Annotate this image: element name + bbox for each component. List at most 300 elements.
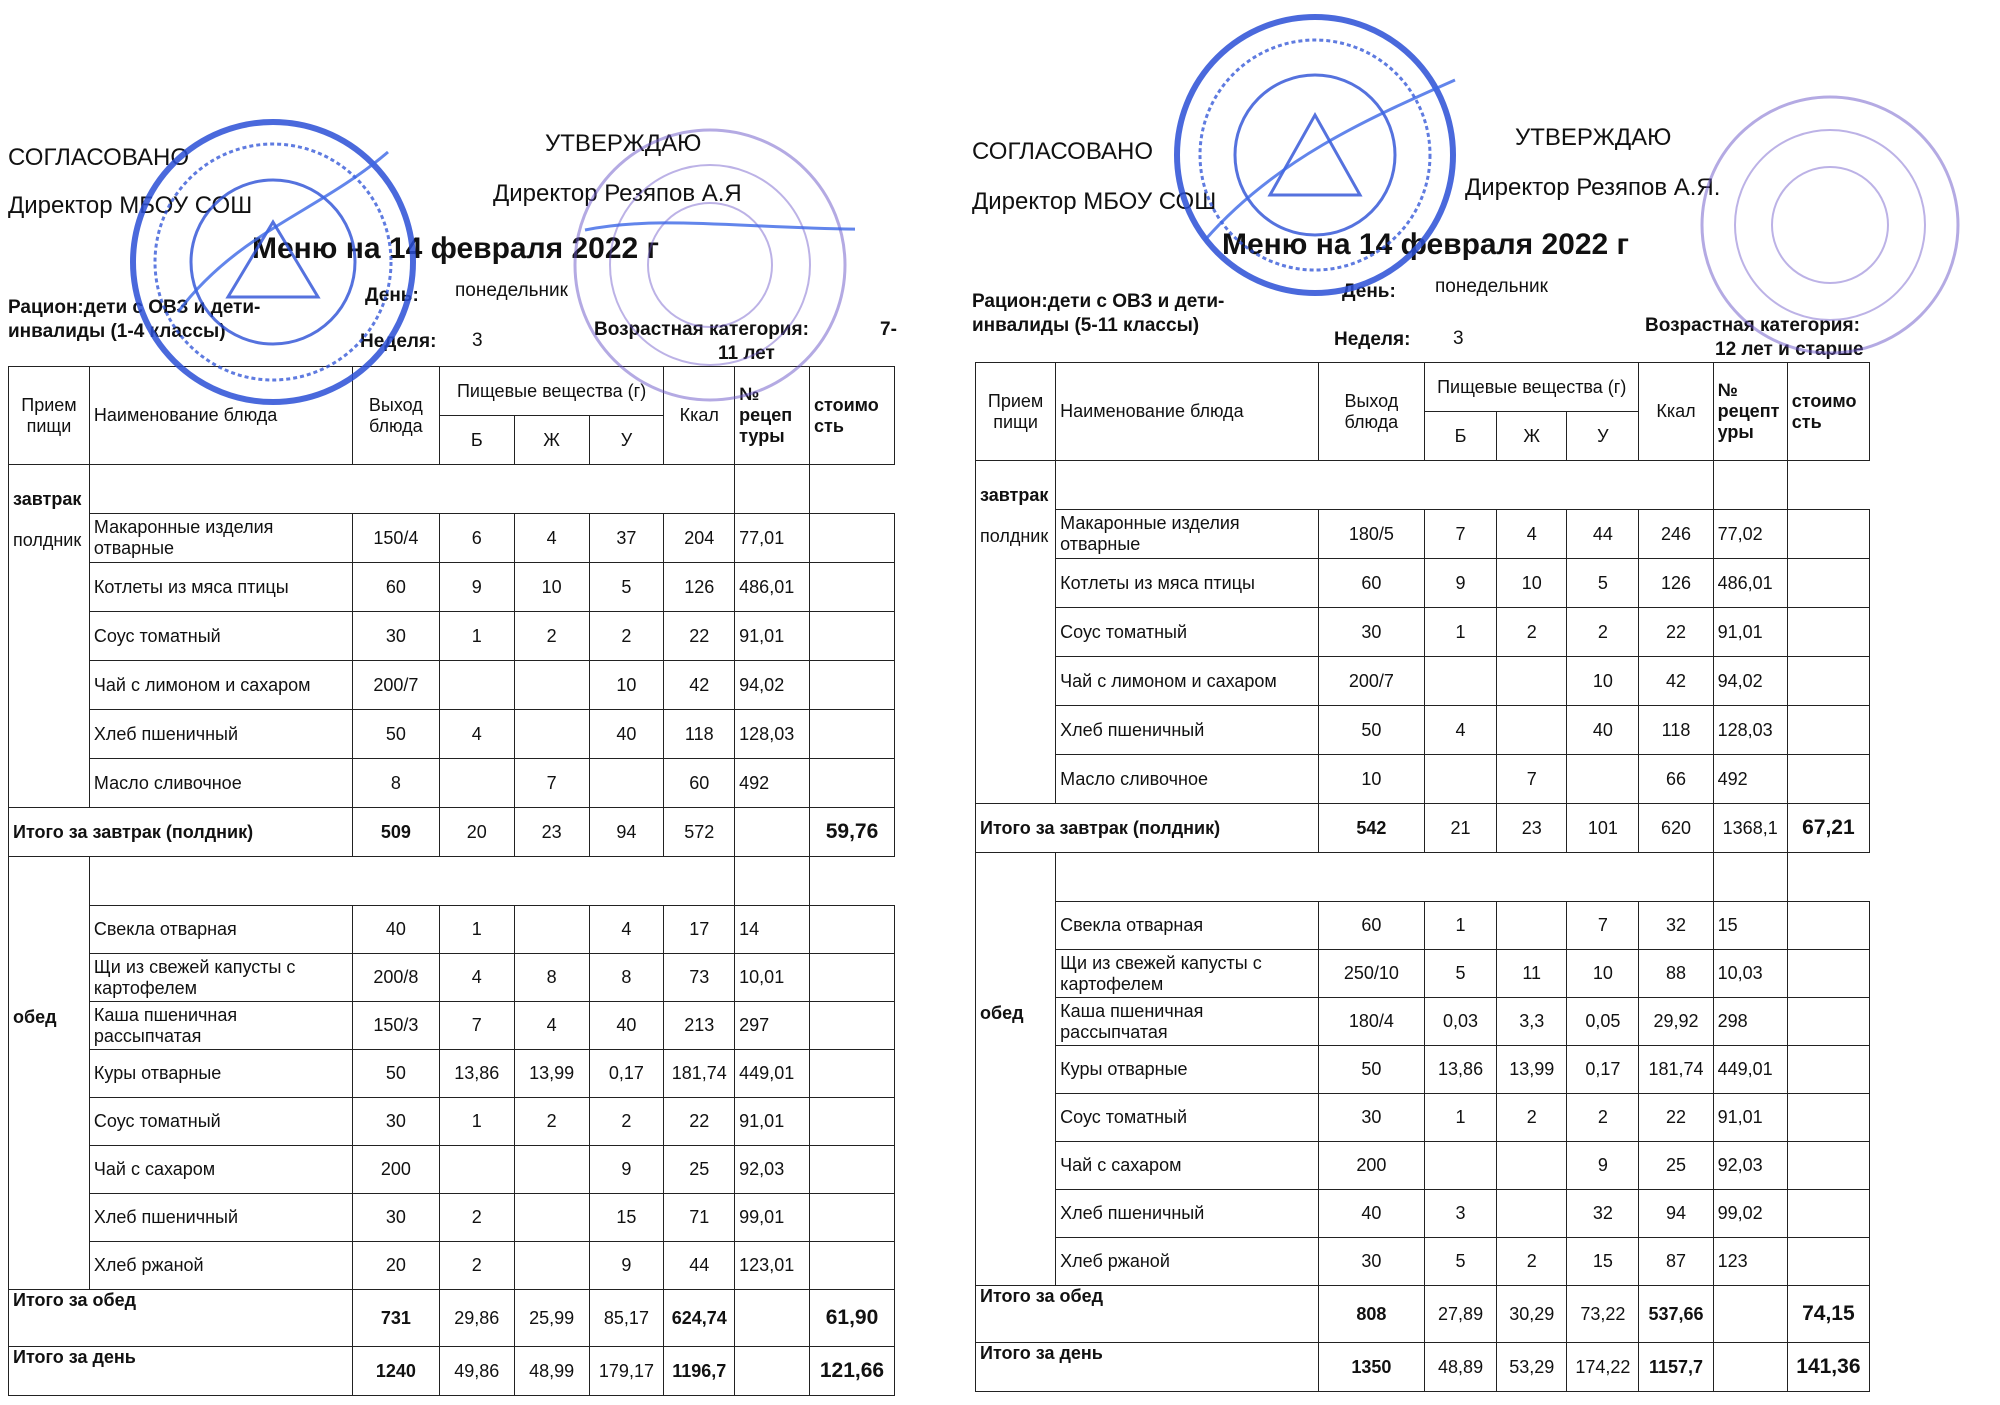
meal-lunch-label: обед — [980, 1003, 1024, 1023]
table-cell: 2 — [1567, 1094, 1639, 1142]
table-cell: 10 — [1318, 755, 1424, 804]
table-cell: 15 — [589, 1194, 664, 1242]
meal-breakfast-label: завтрак — [980, 485, 1049, 505]
table-cell — [1497, 657, 1567, 706]
blank-cell — [1713, 461, 1787, 510]
table-row — [9, 906, 895, 954]
table-cell: 126 — [1639, 559, 1713, 608]
table-cell: 8 — [352, 759, 439, 808]
table-cell: 2 — [1497, 1094, 1567, 1142]
table-cell: 44 — [664, 1242, 735, 1290]
menu-table — [975, 362, 1870, 1392]
approve-label: УТВЕРЖДАЮ — [545, 130, 702, 157]
table-cell — [1787, 755, 1869, 804]
table-row — [976, 657, 1870, 706]
dish-name: Чай с сахаром — [1056, 1142, 1319, 1190]
table-row — [9, 954, 895, 1002]
table-cell: 10 — [1567, 950, 1639, 998]
table-cell — [514, 906, 589, 954]
table-cell: 2 — [1497, 1238, 1567, 1286]
table-cell: 30 — [352, 1098, 439, 1146]
table-cell — [810, 1146, 895, 1194]
table-cell: 4 — [439, 954, 514, 1002]
table-row — [976, 1142, 1870, 1190]
dish-name: Хлеб пшеничный — [1056, 706, 1319, 755]
table-cell: 2 — [514, 1098, 589, 1146]
header-kcal: Ккал — [1639, 363, 1713, 461]
table-cell — [1787, 950, 1869, 998]
table-cell: 7 — [514, 759, 589, 808]
age-label: Возрастная категория: — [594, 319, 809, 340]
table-cell: 4 — [439, 710, 514, 759]
dish-name: Хлеб пшеничный — [89, 710, 352, 759]
table-cell: 60 — [1318, 902, 1424, 950]
dish-name: Хлеб пшеничный — [89, 1194, 352, 1242]
table-cell — [1787, 1238, 1869, 1286]
table-cell: 94,02 — [1713, 657, 1787, 706]
dish-name: Соус томатный — [1056, 608, 1319, 657]
section-row — [976, 461, 1870, 510]
table-cell — [1497, 1142, 1567, 1190]
table-cell: 1 — [439, 906, 514, 954]
header-b: Б — [1424, 412, 1496, 461]
table-row — [976, 559, 1870, 608]
total-cell — [735, 808, 810, 857]
total-cell: 29,86 — [439, 1290, 514, 1347]
table-cell — [810, 563, 895, 612]
table-cell: 60 — [1318, 559, 1424, 608]
total-cell — [1713, 1286, 1787, 1343]
agreed-label: СОГЛАСОВАНО — [8, 144, 190, 171]
table-cell: 30 — [1318, 1238, 1424, 1286]
table-cell: 40 — [1567, 706, 1639, 755]
section-row — [9, 465, 895, 514]
total-cell: 1368,1 — [1713, 804, 1787, 853]
dish-name: Хлеб ржаной — [1056, 1238, 1319, 1286]
table-cell — [1424, 1142, 1496, 1190]
director-label: Директор МБОУ СОШ — [8, 192, 253, 219]
dish-name: Соус томатный — [89, 1098, 352, 1146]
table-cell: 213 — [664, 1002, 735, 1050]
table-cell: 5 — [1424, 1238, 1496, 1286]
total-label: Итого за день — [9, 1347, 353, 1396]
table-cell — [439, 661, 514, 710]
header-cost: стоимо сть — [1787, 363, 1869, 461]
total-cell: 74,15 — [1787, 1286, 1869, 1343]
table-cell: 25 — [664, 1146, 735, 1194]
table-cell: 22 — [1639, 1094, 1713, 1142]
total-cell: 624,74 — [664, 1290, 735, 1347]
dish-name: Котлеты из мяса птицы — [1056, 559, 1319, 608]
table-cell: 6 — [439, 514, 514, 563]
blank-cell — [1056, 853, 1713, 902]
table-cell: 180/4 — [1318, 998, 1424, 1046]
table-cell — [810, 759, 895, 808]
table-cell — [1787, 706, 1869, 755]
table-cell: 10 — [1567, 657, 1639, 706]
table-cell — [439, 1146, 514, 1194]
table-cell: 42 — [664, 661, 735, 710]
week-label: Неделя: — [1334, 329, 1411, 350]
table-cell — [810, 514, 895, 563]
dish-name: Соус томатный — [89, 612, 352, 661]
table-cell: 7 — [1424, 510, 1496, 559]
table-row — [9, 514, 895, 563]
total-row — [976, 1286, 1870, 1343]
table-cell: 200 — [1318, 1142, 1424, 1190]
table-cell: 4 — [589, 906, 664, 954]
total-cell: 48,89 — [1424, 1343, 1496, 1392]
table-row — [9, 1002, 895, 1050]
table-cell: 8 — [514, 954, 589, 1002]
table-cell: 13,86 — [439, 1050, 514, 1098]
total-cell: 67,21 — [1787, 804, 1869, 853]
table-cell: 11 — [1497, 950, 1567, 998]
table-cell: 71 — [664, 1194, 735, 1242]
table-cell: 2 — [1497, 608, 1567, 657]
table-cell: 94 — [1639, 1190, 1713, 1238]
table-row — [976, 902, 1870, 950]
total-cell: 101 — [1567, 804, 1639, 853]
total-cell: 27,89 — [1424, 1286, 1496, 1343]
menu-page-right — [970, 0, 1945, 1405]
table-cell: 60 — [664, 759, 735, 808]
table-cell: 2 — [439, 1194, 514, 1242]
table-cell: 204 — [664, 514, 735, 563]
total-cell: 1350 — [1318, 1343, 1424, 1392]
table-cell: 91,01 — [735, 1098, 810, 1146]
day-label: День: — [365, 285, 419, 306]
header-kcal: Ккал — [664, 367, 735, 465]
page-title: Меню на 14 февраля 2022 г — [252, 232, 660, 265]
table-cell — [1567, 755, 1639, 804]
table-cell: 4 — [514, 514, 589, 563]
table-cell: 10 — [1497, 559, 1567, 608]
table-cell: 5 — [1567, 559, 1639, 608]
table-row — [9, 710, 895, 759]
table-row — [976, 608, 1870, 657]
table-row — [976, 950, 1870, 998]
table-cell — [1787, 657, 1869, 706]
approve-label: УТВЕРЖДАЮ — [1515, 124, 1672, 151]
table-cell — [514, 1146, 589, 1194]
table-row — [976, 510, 1870, 559]
table-row — [976, 1190, 1870, 1238]
table-cell — [1787, 902, 1869, 950]
table-cell: 88 — [1639, 950, 1713, 998]
age-value-a: 7- — [880, 319, 897, 340]
table-cell: 180/5 — [1318, 510, 1424, 559]
total-cell: 121,66 — [810, 1347, 895, 1396]
table-cell: 91,01 — [735, 612, 810, 661]
total-cell: 94 — [589, 808, 664, 857]
table-cell: 91,01 — [1713, 1094, 1787, 1142]
table-cell: 25 — [1639, 1142, 1713, 1190]
total-label: Итого за завтрак (полдник) — [9, 808, 353, 857]
table-row — [976, 706, 1870, 755]
total-cell: 53,29 — [1497, 1343, 1567, 1392]
dish-name: Масло сливочное — [1056, 755, 1319, 804]
table-cell — [1787, 998, 1869, 1046]
table-cell — [1424, 657, 1496, 706]
table-cell: 40 — [589, 710, 664, 759]
table-cell — [1497, 706, 1567, 755]
header-yield: Выход блюда — [1318, 363, 1424, 461]
table-cell — [514, 1194, 589, 1242]
table-row — [9, 759, 895, 808]
header-meal: Прием пищи — [9, 367, 90, 465]
total-cell: 21 — [1424, 804, 1496, 853]
table-cell: 91,01 — [1713, 608, 1787, 657]
total-row — [9, 1290, 895, 1347]
table-cell: 15 — [1567, 1238, 1639, 1286]
table-cell: 10 — [589, 661, 664, 710]
table-cell: 60 — [352, 563, 439, 612]
total-cell: 73,22 — [1567, 1286, 1639, 1343]
table-cell — [1497, 902, 1567, 950]
table-cell: 0,17 — [1567, 1046, 1639, 1094]
table-cell — [1787, 608, 1869, 657]
table-cell: 250/10 — [1318, 950, 1424, 998]
table-cell: 2 — [1567, 608, 1639, 657]
dish-name: Макаронные изделия отварные — [89, 514, 352, 563]
total-cell: 731 — [352, 1290, 439, 1347]
table-cell: 200 — [352, 1146, 439, 1194]
total-cell: 48,99 — [514, 1347, 589, 1396]
table-cell: 73 — [664, 954, 735, 1002]
table-cell: 1 — [439, 612, 514, 661]
header-nutrients: Пищевые вещества (г) — [439, 367, 664, 416]
table-cell: 9 — [1567, 1142, 1639, 1190]
table-row — [976, 755, 1870, 804]
table-cell: 3 — [1424, 1190, 1496, 1238]
table-cell: 13,99 — [514, 1050, 589, 1098]
table-cell: 50 — [1318, 1046, 1424, 1094]
table-cell: 92,03 — [1713, 1142, 1787, 1190]
dish-name: Свекла отварная — [1056, 902, 1319, 950]
header-dish: Наименование блюда — [1056, 363, 1319, 461]
table-row — [976, 998, 1870, 1046]
table-cell: 37 — [589, 514, 664, 563]
age-value-b: 11 лет — [718, 343, 775, 364]
table-cell: 40 — [589, 1002, 664, 1050]
blank-cell — [735, 857, 810, 906]
table-cell: 22 — [664, 612, 735, 661]
table-cell: 66 — [1639, 755, 1713, 804]
table-cell — [514, 661, 589, 710]
table-cell — [810, 1098, 895, 1146]
age-value-b: 12 лет и старше — [1715, 339, 1864, 360]
table-row — [976, 1238, 1870, 1286]
table-cell — [810, 1002, 895, 1050]
table-row — [9, 661, 895, 710]
total-cell: 509 — [352, 808, 439, 857]
total-cell: 1157,7 — [1639, 1343, 1713, 1392]
meal-breakfast — [9, 465, 90, 808]
total-label: Итого за обед — [9, 1290, 353, 1347]
total-row — [9, 808, 895, 857]
dish-name: Чай с лимоном и сахаром — [1056, 657, 1319, 706]
header-nutrients: Пищевые вещества (г) — [1424, 363, 1638, 412]
total-cell — [735, 1290, 810, 1347]
approver-name: Директор Резяпов А.Я — [493, 180, 742, 207]
total-cell: 620 — [1639, 804, 1713, 853]
table-cell — [1787, 1046, 1869, 1094]
table-cell — [1787, 559, 1869, 608]
header-row — [9, 367, 895, 416]
menu-table — [8, 366, 895, 1396]
table-cell: 22 — [1639, 608, 1713, 657]
blank-cell — [1713, 853, 1787, 902]
meal-snack-label: полдник — [13, 530, 82, 550]
table-cell: 181,74 — [1639, 1046, 1713, 1094]
table-cell: 4 — [1497, 510, 1567, 559]
table-cell: 0,03 — [1424, 998, 1496, 1046]
table-cell: 40 — [352, 906, 439, 954]
table-cell: 14 — [735, 906, 810, 954]
dish-name: Чай с сахаром — [89, 1146, 352, 1194]
table-cell: 94,02 — [735, 661, 810, 710]
table-cell: 1 — [439, 1098, 514, 1146]
meal-breakfast — [976, 461, 1056, 804]
header-dish: Наименование блюда — [89, 367, 352, 465]
table-cell: 8 — [589, 954, 664, 1002]
table-cell — [514, 710, 589, 759]
dish-name: Котлеты из мяса птицы — [89, 563, 352, 612]
age-label: Возрастная категория: — [1645, 315, 1860, 336]
table-cell — [1424, 755, 1496, 804]
table-cell: 0,05 — [1567, 998, 1639, 1046]
total-cell — [735, 1347, 810, 1396]
table-row — [9, 1194, 895, 1242]
table-cell: 246 — [1639, 510, 1713, 559]
blank-cell — [735, 465, 810, 514]
table-cell: 3,3 — [1497, 998, 1567, 1046]
table-cell: 150/3 — [352, 1002, 439, 1050]
table-cell: 298 — [1713, 998, 1787, 1046]
total-label: Итого за завтрак (полдник) — [976, 804, 1319, 853]
total-cell: 1196,7 — [664, 1347, 735, 1396]
week-value: 3 — [472, 330, 483, 351]
dish-name: Свекла отварная — [89, 906, 352, 954]
ration-label: Рацион:дети с ОВЗ и дети- инвалиды (1-4 классы) — [8, 297, 261, 342]
total-cell: 1240 — [352, 1347, 439, 1396]
table-cell: 2 — [589, 1098, 664, 1146]
blank-cell — [89, 465, 734, 514]
total-cell: 141,36 — [1787, 1343, 1869, 1392]
table-cell: 9 — [589, 1146, 664, 1194]
table-cell — [810, 906, 895, 954]
table-cell — [810, 710, 895, 759]
total-row — [976, 804, 1870, 853]
total-cell: 25,99 — [514, 1290, 589, 1347]
table-cell: 9 — [1424, 559, 1496, 608]
total-cell: 85,17 — [589, 1290, 664, 1347]
table-cell: 123 — [1713, 1238, 1787, 1286]
approver-name: Директор Резяпов А.Я. — [1465, 174, 1721, 201]
table-cell: 40 — [1318, 1190, 1424, 1238]
table-cell — [1787, 1142, 1869, 1190]
table-cell: 118 — [1639, 706, 1713, 755]
total-row — [976, 1343, 1870, 1392]
table-cell: 7 — [1567, 902, 1639, 950]
table-cell: 123,01 — [735, 1242, 810, 1290]
table-cell: 50 — [352, 1050, 439, 1098]
table-cell: 492 — [1713, 755, 1787, 804]
dish-name: Хлеб ржаной — [89, 1242, 352, 1290]
total-cell: 49,86 — [439, 1347, 514, 1396]
total-cell: 23 — [514, 808, 589, 857]
header-z: Ж — [514, 416, 589, 465]
table-cell — [589, 759, 664, 808]
table-cell: 7 — [1497, 755, 1567, 804]
table-cell: 30 — [352, 612, 439, 661]
dish-name: Щи из свежей капусты с картофелем — [1056, 950, 1319, 998]
meal-lunch — [976, 853, 1056, 1286]
table-cell: 17 — [664, 906, 735, 954]
total-cell: 30,29 — [1497, 1286, 1567, 1343]
table-cell: 42 — [1639, 657, 1713, 706]
section-row — [976, 853, 1870, 902]
total-cell — [1713, 1343, 1787, 1392]
table-cell: 44 — [1567, 510, 1639, 559]
dish-name: Чай с лимоном и сахаром — [89, 661, 352, 710]
meal-breakfast-label: завтрак — [13, 489, 82, 509]
table-cell: 32 — [1567, 1190, 1639, 1238]
header-yield: Выход блюда — [352, 367, 439, 465]
dish-name: Каша пшеничная рассыпчатая — [1056, 998, 1319, 1046]
header-u: У — [1567, 412, 1639, 461]
table-cell: 126 — [664, 563, 735, 612]
table-cell: 0,17 — [589, 1050, 664, 1098]
table-cell: 10,01 — [735, 954, 810, 1002]
table-cell: 10 — [514, 563, 589, 612]
table-cell: 449,01 — [1713, 1046, 1787, 1094]
total-cell: 20 — [439, 808, 514, 857]
section-row — [9, 857, 895, 906]
table-cell: 128,03 — [735, 710, 810, 759]
table-cell — [439, 759, 514, 808]
week-value: 3 — [1453, 328, 1464, 349]
day-value: понедельник — [1435, 276, 1548, 297]
ration-label: Рацион:дети с ОВЗ и дети- инвалиды (5-11 классы) — [972, 291, 1225, 336]
table-row — [9, 612, 895, 661]
dish-name: Щи из свежей капусты с картофелем — [89, 954, 352, 1002]
day-label: День: — [1342, 281, 1396, 302]
table-cell: 150/4 — [352, 514, 439, 563]
table-cell: 30 — [1318, 1094, 1424, 1142]
table-cell: 13,86 — [1424, 1046, 1496, 1094]
table-cell: 492 — [735, 759, 810, 808]
header-z: Ж — [1497, 412, 1567, 461]
header-cost: стоимо сть — [810, 367, 895, 465]
table-cell — [810, 954, 895, 1002]
table-cell: 50 — [352, 710, 439, 759]
table-cell: 15 — [1713, 902, 1787, 950]
dish-name: Куры отварные — [1056, 1046, 1319, 1094]
dish-name: Каша пшеничная рассыпчатая — [89, 1002, 352, 1050]
table-cell: 118 — [664, 710, 735, 759]
total-cell: 23 — [1497, 804, 1567, 853]
table-cell — [1787, 1190, 1869, 1238]
table-cell — [1787, 510, 1869, 559]
dish-name: Куры отварные — [89, 1050, 352, 1098]
table-cell: 200/7 — [352, 661, 439, 710]
table-cell — [810, 1194, 895, 1242]
table-cell: 32 — [1639, 902, 1713, 950]
total-cell: 61,90 — [810, 1290, 895, 1347]
table-cell: 50 — [1318, 706, 1424, 755]
